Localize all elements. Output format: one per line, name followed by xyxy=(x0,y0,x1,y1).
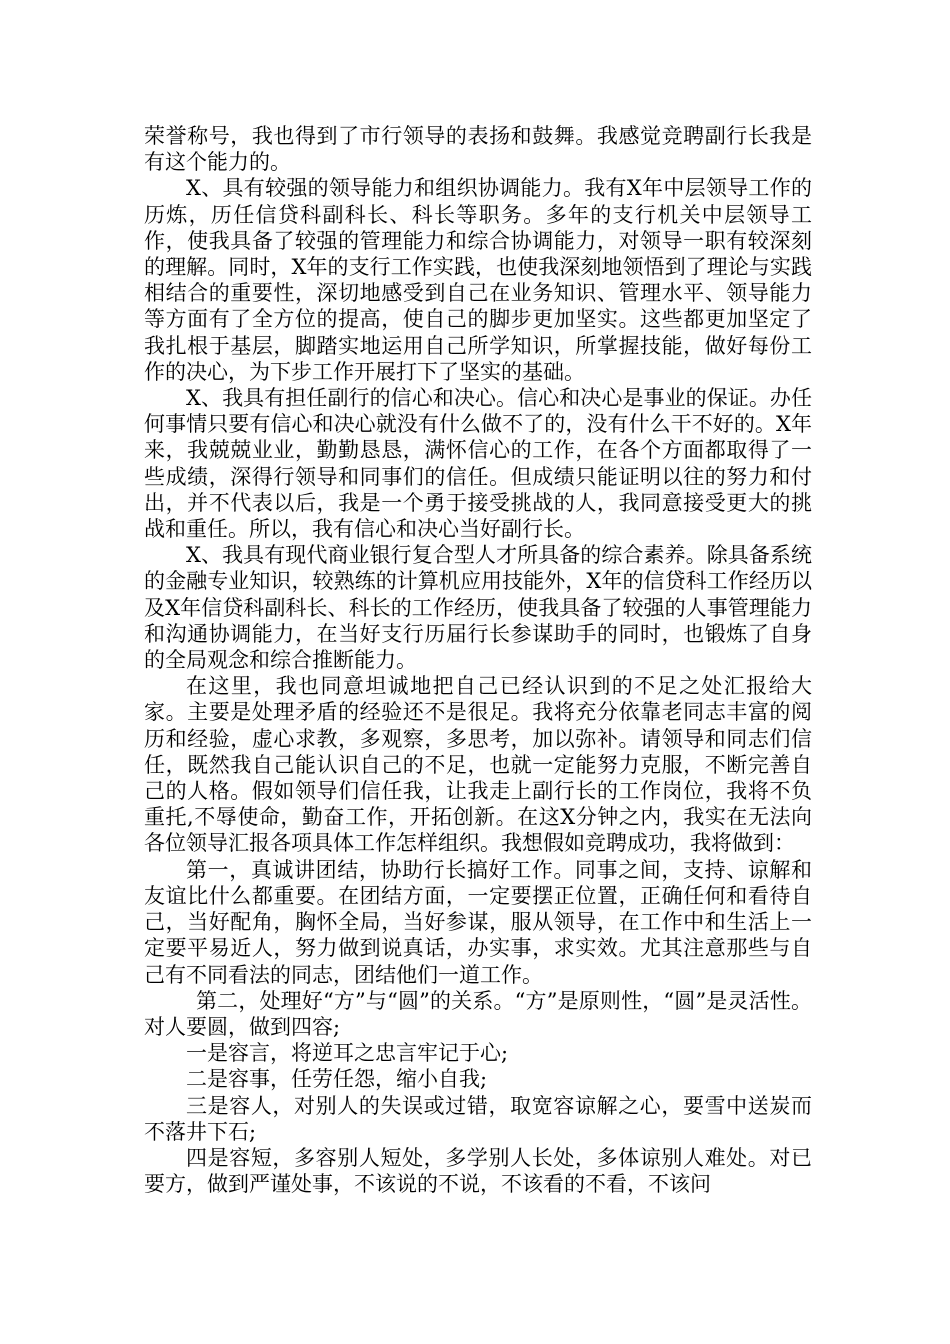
paragraph-8: 一是容言，将逆耳之忠言牢记于心; xyxy=(186,1041,509,1066)
paragraph-7: 第二，处理好“方”与“圆”的关系。“方”是原则性，“圆”是灵活性。对人要圆，做到四容; xyxy=(144,988,812,1039)
paragraph-3: X、我具有担任副行的信心和决心。信心和决心是事业的保证。办任何事情只要有信心和决心就没有什么做不了的，没有什么干不好的。X年来，我兢兢业业，勤勤恳恳，满怀信心的工作，在各个方面都取得了一些成绩，深得行领导和同事们的信任。但成绩只能证明以往的努力和付出，并不代表以后，我是一个勇于接受挑战的人，我同意接受更大的挑战和重任。所以，我有信心和决心当好副行长。 xyxy=(144,386,812,542)
paragraph-5: 在这里，我也同意坦诚地把自己已经认识到的不足之处汇报给大家。主要是处理矛盾的经验还不是很足。我将充分依靠老同志丰富的阅历和经验，虚心求教，多观察，多思考，加以弥补。请领导和同志们信任，既然我自己能认识自己的不足，也就一定能努力克服，不断完善自己的人格。假如领导们信任我，让我走上副行长的工作岗位，我将不负重托,不辱使命，勤奋工作，开拓创新。在这X分钟之内，我实在无法向各位领导汇报各项具体工作怎样组织。我想假如竞聘成功，我将做到： xyxy=(144,674,812,856)
paragraph-10: 三是容人，对别人的失误或过错，取宽容谅解之心，要雪中送炭而不落井下石; xyxy=(144,1093,812,1144)
document-body xyxy=(144,123,812,1197)
paragraph-4: X、我具有现代商业银行复合型人才所具备的综合素养。除具备系统的金融专业知识，较熟练的计算机应用技能外，X年的信贷科工作经历以及X年信贷科副科长、科长的工作经历，使我具备了较强的人事管理能力和沟通协调能力，在当好支行历届行长参谋助手的同时，也锻炼了自身的全局观念和综合推断能力。 xyxy=(144,543,812,673)
paragraph-2: X、具有较强的领导能力和组织协调能力。我有X年中层领导工作的历炼，历任信贷科副科长、科长等职务。多年的支行机关中层领导工作，使我具备了较强的管理能力和综合协调能力，对领导一职有较深刻的理解。同时，X年的支行工作实践，也使我深刻地领悟到了理论与实践相结合的重要性，深切地感受到自己在业务知识、管理水平、领导能力等方面有了全方位的提高，使自己的脚步更加坚实。这些都更加坚定了我扎根于基层，脚踏实地运用自己所学知识，所掌握技能，做好每份工作的决心，为下步工作开展打下了坚实的基础。 xyxy=(144,176,812,384)
paragraph-11: 四是容短，多容别人短处，多学别人长处，多体谅别人难处。对已要方，做到严谨处事，不该说的不说，不该看的不看，不该问 xyxy=(144,1145,812,1197)
paragraph-9: 二是容事，任劳任怨，缩小自我; xyxy=(186,1067,488,1092)
paragraph-6: 第一，真诚讲团结，协助行长搞好工作。同事之间，支持、谅解和友谊比什么都重要。在团结方面，一定要摆正位置，正确任何和看待自己，当好配角，胸怀全局，当好参谋，服从领导，在工作中和生活上一定要平易近人，努力做到说真话，办实事，求实效。尤其注意那些与自己有不同看法的同志，团结他们一道工作。 xyxy=(144,857,812,987)
paragraph-1: 荣誉称号，我也得到了市行领导的表扬和鼓舞。我感觉竞聘副行长我是有这个能力的。 xyxy=(144,124,812,175)
